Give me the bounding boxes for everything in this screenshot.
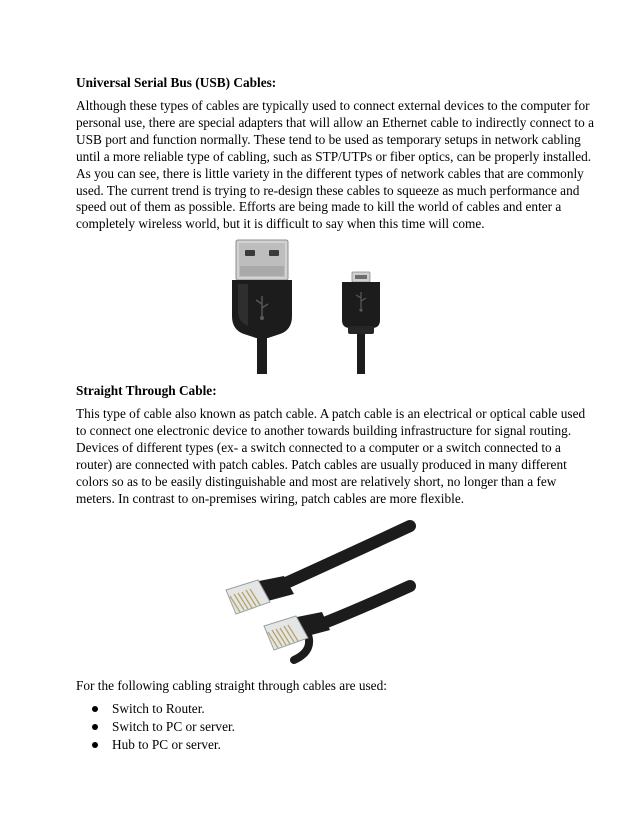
straight-paragraph-line: router) are connected with patch cables. Patch cables are usually produced in many different <box>76 456 567 472</box>
usb-heading: Universal Serial Bus (USB) Cables: <box>76 75 277 90</box>
bullet-icon <box>92 724 98 730</box>
straight-through-heading: Straight Through Cable: <box>76 383 217 398</box>
usb-cables-image <box>228 238 394 374</box>
rj45-plug-upper <box>226 576 294 614</box>
list-item <box>90 736 235 754</box>
cabling-list <box>90 700 235 754</box>
list-item <box>90 700 235 718</box>
usb-paragraph-line: personal use, there are special adapters that will allow an Ethernet cable to indirectly connect to a <box>76 114 594 130</box>
bullet-icon <box>92 742 98 748</box>
list-item <box>90 718 235 736</box>
usb-paragraph-line: USB port and function normally. These tend to be used as temporary setups in network cabling <box>76 131 581 147</box>
list-item-text: Switch to PC or server. <box>112 719 235 734</box>
usb-paragraph-line: used. The current trend is trying to re-design these cables to squeeze as much performance and <box>76 182 580 198</box>
usb-paragraph-line: until a more reliable type of cabling, such as STP/UTPs or fiber optics, can be properly installed. <box>76 148 592 164</box>
straight-paragraph-line: colors so as to be easily distinguishable and most are relatively short, no longer than a few <box>76 473 557 489</box>
rj45-plug-lower <box>264 612 330 650</box>
straight-paragraph-line: Devices of different types (ex- a switch connected to a computer or a switch connected to a <box>76 439 561 455</box>
bullet-icon <box>92 706 98 712</box>
usb-paragraph-line: As you can see, there is little variety in the different types of network cables that are commonly <box>76 165 584 181</box>
usb-paragraph-line: speed out of them as possible. Efforts are being made to kill the world of cables and enter a <box>76 199 562 215</box>
usb-paragraph <box>76 98 594 233</box>
patch-cable-image <box>196 510 416 670</box>
usb-paragraph-line: Although these types of cables are typically used to connect external devices to the computer for <box>76 98 590 113</box>
usb-a-connector <box>232 240 292 374</box>
usb-paragraph-line: completely wireless world, but it is difficult to say when this time will come. <box>76 216 485 232</box>
straight-paragraph-line: to connect one electronic device to another towards building infrastructure for signal routing. <box>76 422 572 438</box>
list-intro-text: For the following cabling straight through cables are used: <box>76 678 387 693</box>
list-item-text: Switch to Router. <box>112 701 205 716</box>
micro-usb-connector <box>342 272 380 374</box>
straight-paragraph-line: meters. In contrast to on-premises wiring, patch cables are more flexible. <box>76 490 465 506</box>
straight-paragraph-line: This type of cable also known as patch cable. A patch cable is an electrical or optical cable used <box>76 406 586 421</box>
list-item-text: Hub to PC or server. <box>112 737 221 752</box>
list-intro <box>76 678 566 695</box>
straight-through-paragraph <box>76 406 586 507</box>
